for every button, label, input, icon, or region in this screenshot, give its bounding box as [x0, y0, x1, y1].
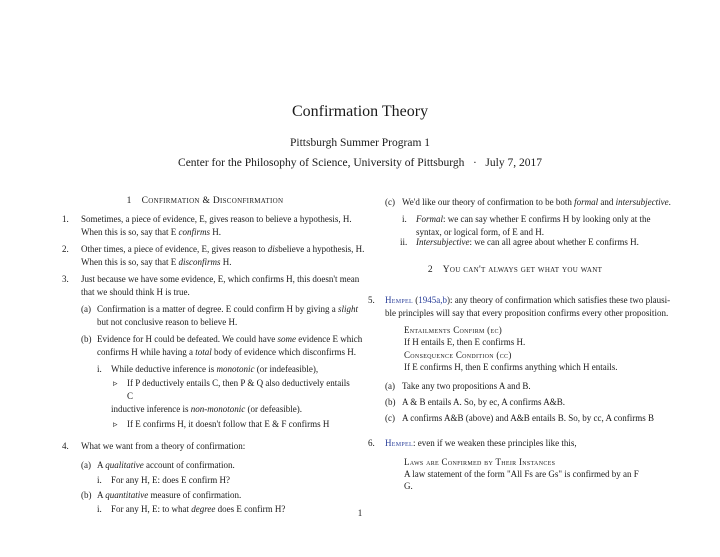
citation-link[interactable]: 1945a,b	[418, 295, 447, 305]
triangle-bullet-icon: ▹	[113, 419, 118, 429]
section-number: 1	[126, 196, 132, 206]
item-5c-line: A confirms A&B (above) and A&B entails B. So, by cc, A confirms B	[402, 413, 654, 423]
item-cii-line: Intersubjective: we can all agree about whether E confirms H.	[416, 237, 639, 247]
item-3a-line-2: but not conclusive reason to believe H.	[97, 317, 238, 327]
principle-laws-title: Laws are Confirmed by Their Instances	[404, 457, 556, 467]
document-title: Confirmation Theory	[291, 103, 429, 120]
item-number: 4.	[62, 441, 69, 451]
item-3bi-line-1: While deductive inference is monotonic (or indefeasible),	[111, 364, 319, 374]
bullet-1-line-2: C	[127, 391, 134, 401]
item-c-line: We'd like our theory of confirmation to be both formal and intersubjective.	[402, 197, 671, 207]
item-6-line: Hempel: even if we weaken these principles like this,	[385, 438, 577, 448]
item-1-line-1: Sometimes, a piece of evidence, E, gives reason to believe a hypothesis, H.	[81, 214, 352, 224]
item-label: (c)	[385, 197, 395, 207]
item-label: (b)	[385, 397, 396, 407]
item-label: i.	[97, 504, 102, 514]
item-4b-line: A quantitative measure of confirmation.	[97, 490, 242, 500]
item-1-line-2: When this is so, say that E confirms H.	[81, 227, 221, 237]
item-4bi-line: For any H, E: to what degree does E confirm H?	[111, 504, 286, 514]
item-number: 6.	[368, 438, 375, 448]
item-5b-line: A & B entails A. So, by ec, A confirms A&B.	[402, 397, 566, 407]
item-number: 2.	[62, 244, 69, 254]
item-label: (b)	[81, 490, 92, 500]
item-4-line-1: What we want from a theory of confirmation:	[81, 441, 246, 451]
principle-laws-line-1: A law statement of the form "All Fs are Gs" is confirmed by an F	[404, 469, 639, 479]
item-5a-line: Take any two propositions A and B.	[402, 381, 531, 391]
principle-cc-body: If E confirms H, then E confirms anything which H entails.	[404, 362, 618, 372]
item-3-line-1: Just because we have some evidence, E, which confirms H, this doesn't mean	[81, 274, 360, 284]
item-label: (a)	[81, 304, 91, 314]
section-2-heading	[370, 265, 660, 275]
item-number: 1.	[62, 214, 69, 224]
item-4a-line: A qualitative account of confirmation.	[97, 460, 235, 470]
item-label: (b)	[81, 334, 92, 344]
item-label: i.	[97, 475, 102, 485]
item-3a-line-1: Confirmation is a matter of degree. E could confirm H by giving a slight	[97, 304, 358, 314]
item-label: i.	[97, 364, 102, 374]
principle-cc-title: Consequence Condition (cc)	[404, 350, 512, 360]
item-label: (a)	[81, 460, 91, 470]
center-name: Center for the Philosophy of Science, University of Pittsburgh	[178, 157, 465, 169]
item-number: 3.	[62, 274, 69, 284]
section-number: 2	[427, 265, 433, 275]
item-label: ii.	[400, 237, 408, 247]
principle-laws-line-2: G.	[404, 481, 413, 491]
item-label: (a)	[385, 381, 395, 391]
item-3b-line-1: Evidence for H could be defeated. We could have some evidence E which	[97, 334, 363, 344]
item-4ai-line: For any H, E: does E confirm H?	[111, 475, 230, 485]
item-2-line-1: Other times, a piece of evidence, E, gives reason to disbelieve a hypothesis, H.	[81, 244, 365, 254]
item-ci-line-2: syntax, or logical form, of E and H.	[416, 227, 544, 237]
bullet-1-line-1: If P deductively entails C, then P & Q also deductively entails	[127, 378, 350, 388]
hempel-link[interactable]: Hempel	[385, 438, 413, 448]
bullet-2-line-1: If E confirms H, it doesn't follow that E & F confirms H	[127, 419, 330, 429]
item-5-line-2: ble principles will say that every proposition confirms every other proposition.	[385, 308, 669, 318]
item-number: 5.	[368, 295, 375, 305]
item-3b-line-2: confirms H while having a total body of evidence which disconfirms H.	[97, 347, 356, 357]
inductive-line: inductive inference is non-monotonic (or defeasible).	[111, 404, 302, 414]
section-1-heading	[60, 196, 350, 206]
affiliation-line	[0, 157, 720, 169]
item-label: (c)	[385, 413, 395, 423]
section-title: Confirmation & Disconfirmation	[141, 196, 284, 206]
item-3-line-2: that we should think H is true.	[81, 287, 190, 297]
item-label: i.	[402, 214, 407, 224]
item-2-line-2: When this is so, say that E disconfirms H.	[81, 257, 232, 267]
principle-ec-title: Entailments Confirm (ec)	[404, 325, 503, 335]
hempel-link[interactable]: Hempel	[385, 295, 413, 305]
triangle-bullet-icon: ▹	[113, 378, 118, 388]
item-ci-line-1: Formal: we can say whether E confirms H by looking only at the	[416, 214, 651, 224]
program-name: Pittsburgh Summer Program 1	[289, 137, 431, 149]
item-5-line-1: Hempel (1945a,b): any theory of confirmation which satisfies these two plausi-	[385, 295, 671, 305]
separator-dot: ·	[472, 157, 477, 169]
section-title: You can't always get what you want	[442, 265, 603, 275]
principle-ec-body: If H entails E, then E confirms H.	[404, 337, 526, 347]
page-number: 1	[357, 508, 363, 518]
date: July 7, 2017	[485, 157, 542, 169]
